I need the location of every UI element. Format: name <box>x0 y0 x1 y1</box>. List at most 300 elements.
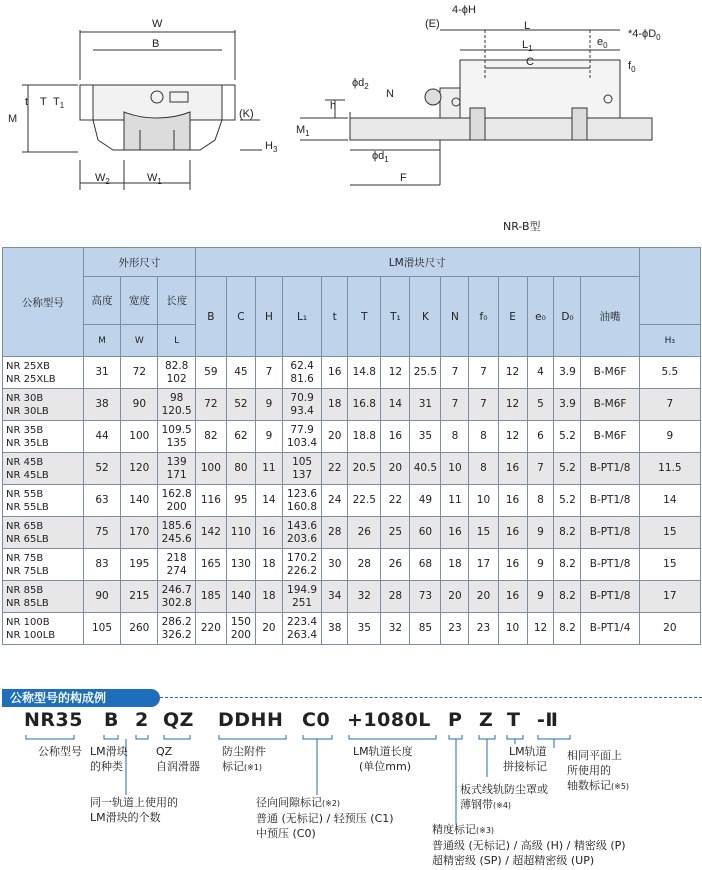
example-banner <box>0 686 702 708</box>
value-line: 162.8 <box>161 487 192 500</box>
value-line: 93.4 <box>290 404 314 417</box>
cell-w: 170 <box>121 517 158 549</box>
cell-model <box>3 581 84 613</box>
cell-nipple: B-PT1/8 <box>581 549 639 581</box>
cell-w: 120 <box>121 453 158 485</box>
cell-model <box>3 549 84 581</box>
model-line: NR 100B <box>6 616 50 628</box>
cell-m: 75 <box>83 517 120 549</box>
cell-c: 140 <box>226 581 255 613</box>
cell-t: 28 <box>322 517 348 549</box>
model-line: NR 25XB <box>6 360 51 372</box>
dim-E: (E) <box>425 18 440 30</box>
cell-d0: 5.2 <box>554 453 581 485</box>
cell-e0: 8 <box>527 485 554 517</box>
cell-e: 16 <box>498 549 527 581</box>
cell-f0: 7 <box>469 357 498 389</box>
cell-l <box>158 517 195 549</box>
cell-t: 28 <box>348 549 381 581</box>
cell-h: 14 <box>255 485 282 517</box>
cell-m: 38 <box>83 389 120 421</box>
dim-4-phi-H: 4-ϕH <box>452 4 476 16</box>
cell-f0: 8 <box>469 421 498 453</box>
value-line: 102 <box>166 372 187 385</box>
cell-t1: 32 <box>381 613 410 645</box>
cell-model <box>3 421 84 453</box>
model-line: NR 25XLB <box>6 373 56 385</box>
code-count: 2 <box>135 709 149 731</box>
cell-t1: 12 <box>381 357 410 389</box>
model-line: NR 45LB <box>6 469 49 481</box>
caption-clearance-1: 普通 (无标记) / 轻预压 (C1) <box>256 812 394 825</box>
caption-accuracy-1: 普通级 (无标记) / 高级 (H) / 精密级 (P) <box>432 839 626 852</box>
cell-model <box>3 485 84 517</box>
model-line: NR 75LB <box>6 565 49 577</box>
value-line: 263.4 <box>287 628 318 641</box>
cell-b: 116 <box>195 485 226 517</box>
caption-rail-length-2: (单位mm) <box>359 760 412 773</box>
cell-h3: 9 <box>639 421 700 453</box>
dim-M: M <box>8 113 18 125</box>
cell-t: 14.8 <box>348 357 381 389</box>
cell-l <box>158 453 195 485</box>
cell-e0: 6 <box>527 421 554 453</box>
cell-h: 16 <box>255 517 282 549</box>
cell-h: 9 <box>255 421 282 453</box>
cell-n: 10 <box>441 453 469 485</box>
code-qz: QZ <box>163 709 194 731</box>
code-model: NR35 <box>24 709 83 731</box>
cell-n: 11 <box>441 485 469 517</box>
model-line: NR 35LB <box>6 437 49 449</box>
sym-T1: T₁ <box>381 277 410 357</box>
cell-e: 12 <box>498 357 527 389</box>
cell-m: 44 <box>83 421 120 453</box>
cell-n: 23 <box>441 613 469 645</box>
sym-E: E <box>498 277 527 357</box>
dim-L: L <box>524 20 531 32</box>
cell-b: 100 <box>195 453 226 485</box>
cell-model <box>3 389 84 421</box>
cell-h3: 17 <box>639 581 700 613</box>
cell-d0: 8.2 <box>554 581 581 613</box>
cell-h3: 14 <box>639 485 700 517</box>
cell-e0: 4 <box>527 357 554 389</box>
cell-d0: 8.2 <box>554 517 581 549</box>
cell-l <box>158 389 195 421</box>
cell-n: 7 <box>441 357 469 389</box>
value-line: 98 <box>169 391 184 404</box>
value-line: 203.6 <box>287 532 318 545</box>
cell-t1: 25 <box>381 517 410 549</box>
model-line: NR 85B <box>6 584 44 596</box>
header-outer: 外形尺寸 <box>83 248 195 277</box>
cell-t1: 28 <box>381 581 410 613</box>
caption-rail-joint <box>503 744 547 774</box>
cell-t: 26 <box>348 517 381 549</box>
cell-f0: 17 <box>469 549 498 581</box>
cell-l1 <box>282 549 321 581</box>
cell-l <box>158 485 195 517</box>
cell-w: 140 <box>121 485 158 517</box>
caption-rail-joint-1: LM轨道 <box>509 745 547 758</box>
model-type-caption: NR-B型 <box>503 220 541 233</box>
sym-K: K <box>410 277 441 357</box>
cell-h: 18 <box>255 549 282 581</box>
side-grease-nipple <box>425 89 441 105</box>
cell-f0: 7 <box>469 389 498 421</box>
header-height: 高度 <box>83 277 120 325</box>
cell-t1: 14 <box>381 389 410 421</box>
cell-t: 35 <box>348 613 381 645</box>
model-line: NR 35B <box>6 424 44 436</box>
cell-nipple: B-PT1/8 <box>581 485 639 517</box>
caption-model: 公称型号 <box>38 745 82 758</box>
code-seal: DDHH <box>218 709 284 731</box>
cell-b: 220 <box>195 613 226 645</box>
caption-rail-count-3: 轴数标记(※5) <box>567 779 630 792</box>
caption-rail-joint-2: 拼接标记 <box>503 760 547 773</box>
cell-t1: 26 <box>381 549 410 581</box>
caption-qz-1: QZ <box>156 745 173 758</box>
spec-table <box>2 247 701 645</box>
cell-h: 11 <box>255 453 282 485</box>
header-model: 公称型号 <box>3 248 84 357</box>
cell-m: 90 <box>83 581 120 613</box>
cell-e0: 9 <box>527 581 554 613</box>
sym-C: C <box>226 277 255 357</box>
caption-clearance <box>256 795 394 841</box>
cell-f0: 8 <box>469 453 498 485</box>
cell-l <box>158 421 195 453</box>
cell-d0: 5.2 <box>554 485 581 517</box>
sym-L1: L₁ <box>282 277 321 357</box>
sym-T: T <box>348 277 381 357</box>
value-line: 77.9 <box>290 423 314 436</box>
table-row <box>3 581 701 613</box>
dim-L1: $L_1$ <box>522 39 533 54</box>
cell-h3: 20 <box>639 613 700 645</box>
cell-l1 <box>282 421 321 453</box>
cell-d0: 5.2 <box>554 421 581 453</box>
cell-h3: 15 <box>639 549 700 581</box>
sym-N: N <box>441 277 469 357</box>
cell-t: 24 <box>322 485 348 517</box>
cell-f0: 20 <box>469 581 498 613</box>
header-width: 宽度 <box>121 277 158 325</box>
model-line: NR 85LB <box>6 597 49 609</box>
caption-rail-length-1: LM轨道长度 <box>353 745 413 758</box>
table-row <box>3 517 701 549</box>
cell-h3: 11.5 <box>639 453 700 485</box>
cell-t: 38 <box>322 613 348 645</box>
cell-h3: 15 <box>639 517 700 549</box>
cell-n: 7 <box>441 389 469 421</box>
cell-h: 9 <box>255 389 282 421</box>
caption-rail-length <box>353 744 413 774</box>
cell-e: 12 <box>498 421 527 453</box>
cell-h3: 7 <box>639 389 700 421</box>
caption-seal-2: 标记(※1) <box>222 760 263 773</box>
cell-d0: 8.2 <box>554 613 581 645</box>
model-line: NR 30B <box>6 392 44 404</box>
model-line: NR 100LB <box>6 629 56 641</box>
code-cover: Z <box>479 709 494 731</box>
cell-e: 16 <box>498 453 527 485</box>
value-line: 246.7 <box>161 583 192 596</box>
cell-h: 18 <box>255 581 282 613</box>
cell-e0: 9 <box>527 549 554 581</box>
sym-H3: H₃ <box>639 325 700 357</box>
value-line: 194.9 <box>287 583 318 596</box>
cell-l1 <box>282 517 321 549</box>
code-rail-count: -Ⅱ <box>537 709 559 731</box>
cell-t: 34 <box>322 581 348 613</box>
dim-t: t <box>25 96 29 108</box>
model-line: NR 55B <box>6 488 44 500</box>
sym-M: M <box>83 325 120 357</box>
cell-c: 95 <box>226 485 255 517</box>
cell-l1 <box>282 357 321 389</box>
dim-h: h <box>330 100 337 112</box>
cell-t1: 16 <box>381 421 410 453</box>
model-line: NR 75B <box>6 552 44 564</box>
value-line: 81.6 <box>290 372 314 385</box>
caption-block-count-1: 同一轨道上使用的 <box>90 796 178 809</box>
caption-rail-count-2: 所使用的 <box>567 764 611 777</box>
cell-m: 83 <box>83 549 120 581</box>
cell-e0: 12 <box>527 613 554 645</box>
cell-l1 <box>282 453 321 485</box>
cell-n: 20 <box>441 581 469 613</box>
cell-n: 18 <box>441 549 469 581</box>
cell-w: 90 <box>121 389 158 421</box>
cell-w: 100 <box>121 421 158 453</box>
sym-e0: e₀ <box>527 277 554 357</box>
caption-seal <box>222 744 266 775</box>
dim-N: N <box>386 88 394 100</box>
rail-side <box>350 118 652 140</box>
dim-e0: $e_0$ <box>597 36 608 51</box>
cell-k: 85 <box>410 613 441 645</box>
cell-e0: 7 <box>527 453 554 485</box>
cell-e0: 5 <box>527 389 554 421</box>
value-line: 123.6 <box>287 487 318 500</box>
value-line: 137 <box>292 468 313 481</box>
example-title: 公称型号的构成例 <box>2 689 160 707</box>
cell-c: 62 <box>226 421 255 453</box>
table-row <box>3 357 701 389</box>
cell-nipple: B-M6F <box>581 389 639 421</box>
cell-k: 40.5 <box>410 453 441 485</box>
cell-l <box>158 613 195 645</box>
value-line: 109.5 <box>161 423 192 436</box>
cell-f0: 23 <box>469 613 498 645</box>
caption-accuracy-title: 精度标记(※3) <box>432 823 495 836</box>
dim-T: T <box>40 96 47 108</box>
value-line: 105 <box>292 455 313 468</box>
cell-k: 35 <box>410 421 441 453</box>
sym-f0: f₀ <box>469 277 498 357</box>
dim-K: (K) <box>239 108 254 120</box>
cell-model <box>3 613 84 645</box>
value-line: 170.2 <box>287 551 318 564</box>
caption-accuracy-2: 超精密级 (SP) / 超超精密级 (UP) <box>432 854 595 867</box>
dim-D0: $*4-\phi D_0$ <box>628 28 661 43</box>
cell-e: 16 <box>498 485 527 517</box>
cell-d0: 3.9 <box>554 389 581 421</box>
caption-block-count <box>90 795 178 825</box>
cell-t: 18 <box>322 389 348 421</box>
cell-k: 31 <box>410 389 441 421</box>
value-line: 251 <box>292 596 313 609</box>
dim-W: W <box>152 18 163 30</box>
caption-block-type <box>90 744 128 774</box>
cell-t: 16.8 <box>348 389 381 421</box>
dim-W2: $W_2$ <box>95 172 110 187</box>
dim-M1: $M_1$ <box>296 124 310 139</box>
caption-clearance-2: 中预压 (C0) <box>256 827 316 840</box>
cell-n: 16 <box>441 517 469 549</box>
caption-rail-count-1: 相同平面上 <box>567 749 622 762</box>
value-line: 139 <box>166 455 187 468</box>
cell-b: 72 <box>195 389 226 421</box>
cell-t: 20 <box>322 421 348 453</box>
cell-c: 110 <box>226 517 255 549</box>
cell-m: 52 <box>83 453 120 485</box>
cell-t: 16 <box>322 357 348 389</box>
value-line: 218 <box>166 551 187 564</box>
sym-t: t <box>322 277 348 357</box>
dim-d2: $\phi d_2$ <box>352 77 369 92</box>
value-line: 245.6 <box>161 532 192 545</box>
value-line: 326.2 <box>161 628 192 641</box>
cell-l1 <box>282 581 321 613</box>
cell-k: 25.5 <box>410 357 441 389</box>
cell-nipple: B-PT1/8 <box>581 581 639 613</box>
cell-l <box>158 581 195 613</box>
cell-c: 80 <box>226 453 255 485</box>
model-line: NR 65LB <box>6 533 49 545</box>
code-clearance: C0 <box>302 709 331 731</box>
value-line: 160.8 <box>287 500 318 513</box>
cell-nipple: B-M6F <box>581 357 639 389</box>
cell-b: 142 <box>195 517 226 549</box>
caption-cover-1: 板式线轨防尘罩或 <box>460 783 548 796</box>
cell-b: 165 <box>195 549 226 581</box>
cell-nipple: B-M6F <box>581 421 639 453</box>
value-line: 82.8 <box>164 359 189 372</box>
table-row <box>3 549 701 581</box>
cell-m: 31 <box>83 357 120 389</box>
cell-e: 16 <box>498 581 527 613</box>
cell-t: 20.5 <box>348 453 381 485</box>
sym-B: B <box>195 277 226 357</box>
value-line: 286.2 <box>161 615 192 628</box>
caption-seal-1: 防尘附件 <box>222 745 266 758</box>
cell-w: 72 <box>121 357 158 389</box>
table-row <box>3 613 701 645</box>
cell-t: 30 <box>322 549 348 581</box>
caption-qz-2: 自润滑器 <box>156 760 200 773</box>
cell-d0: 3.9 <box>554 357 581 389</box>
cell-h: 20 <box>255 613 282 645</box>
cell-w: 215 <box>121 581 158 613</box>
cell-m: 105 <box>83 613 120 645</box>
banner-divider <box>150 697 702 698</box>
cell-l1 <box>282 389 321 421</box>
sym-D0: D₀ <box>554 277 581 357</box>
caption-qz <box>156 744 200 774</box>
cell-e: 16 <box>498 517 527 549</box>
value-line: 120.5 <box>161 404 192 417</box>
code-length: +1080L <box>347 709 431 731</box>
header-length: 长度 <box>158 277 195 325</box>
value-line: 103.4 <box>287 436 318 449</box>
dim-H3: $H_3$ <box>265 140 278 155</box>
header-h3-blank <box>639 248 700 325</box>
cell-nipple: B-PT1/8 <box>581 517 639 549</box>
table-row <box>3 421 701 453</box>
model-line: NR 55LB <box>6 501 49 513</box>
code-joint: T <box>507 709 521 731</box>
cell-f0: 10 <box>469 485 498 517</box>
code-accuracy: P <box>448 709 463 731</box>
caption-block-type-2: 的种类 <box>90 760 123 773</box>
caption-block-count-2: LM滑块的个数 <box>90 811 161 824</box>
value-line: 135 <box>166 436 187 449</box>
value-line: 70.9 <box>290 391 314 404</box>
cell-f0: 15 <box>469 517 498 549</box>
cell-e: 10 <box>498 613 527 645</box>
header-nipple: 油嘴 <box>581 277 639 357</box>
cell-l1 <box>282 613 321 645</box>
dim-C: C <box>526 56 534 68</box>
value-line: 185.6 <box>161 519 192 532</box>
cell-b: 59 <box>195 357 226 389</box>
cell-c: 150 200 <box>226 613 255 645</box>
cell-n: 8 <box>441 421 469 453</box>
value-line: 200 <box>166 500 187 513</box>
dim-W1: $W_1$ <box>147 172 162 187</box>
value-line: 226.2 <box>287 564 318 577</box>
cell-w: 195 <box>121 549 158 581</box>
cell-k: 49 <box>410 485 441 517</box>
cell-e: 12 <box>498 389 527 421</box>
cell-t: 22.5 <box>348 485 381 517</box>
cell-nipple: B-PT1/4 <box>581 613 639 645</box>
table-row <box>3 453 701 485</box>
cell-c: 52 <box>226 389 255 421</box>
sym-H: H <box>255 277 282 357</box>
cell-model <box>3 517 84 549</box>
cell-e0: 9 <box>527 517 554 549</box>
rail-profile <box>124 112 190 150</box>
value-line: 171 <box>166 468 187 481</box>
cell-l <box>158 549 195 581</box>
cell-w: 260 <box>121 613 158 645</box>
value-line: 223.4 <box>287 615 318 628</box>
cell-d0: 8.2 <box>554 549 581 581</box>
caption-cover <box>460 782 548 813</box>
value-line: 143.6 <box>287 519 318 532</box>
cell-l <box>158 357 195 389</box>
cell-m: 63 <box>83 485 120 517</box>
value-line: 62.4 <box>290 359 314 372</box>
sym-L: L <box>158 325 195 357</box>
cell-b: 82 <box>195 421 226 453</box>
cell-model <box>3 357 84 389</box>
